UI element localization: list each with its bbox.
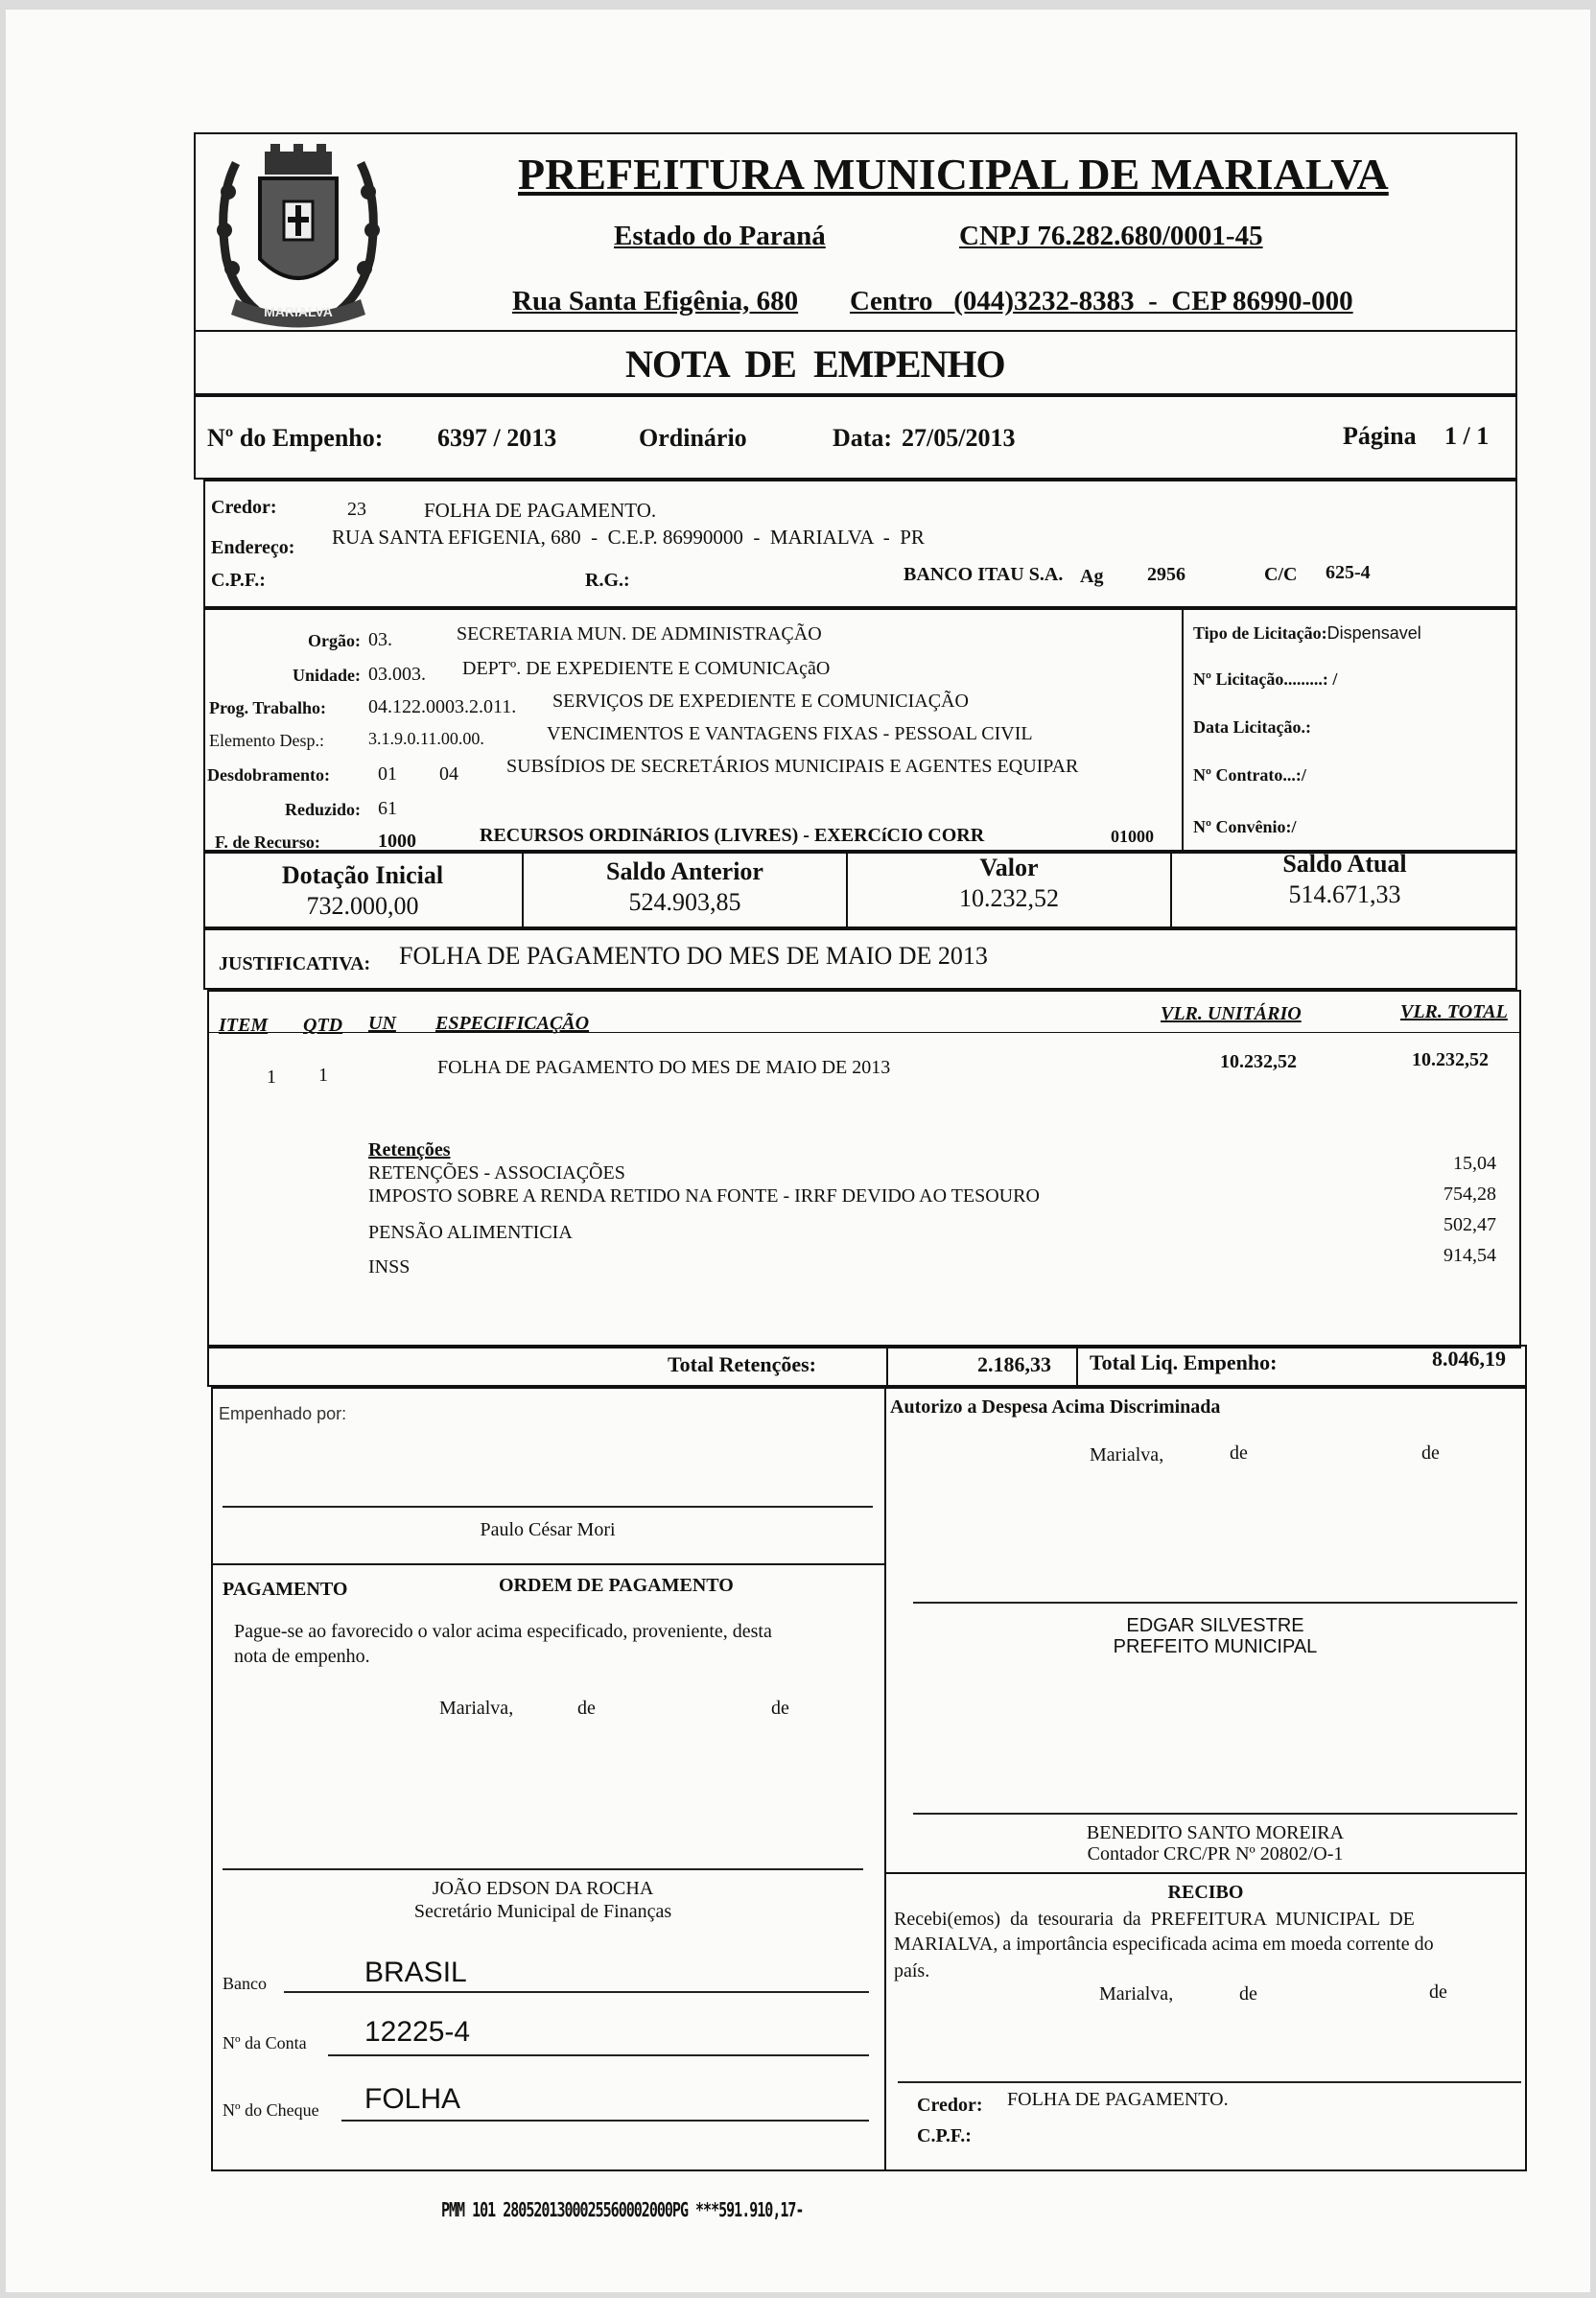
retencao-line: RETENÇÕES - ASSOCIAÇÕES	[368, 1162, 625, 1184]
retencao-value: 502,47	[1443, 1214, 1496, 1235]
prog-name: SERVIÇOS DE EXPEDIENTE E COMUNICIAÇÃO	[552, 691, 969, 712]
banco-field-line	[284, 1991, 869, 1993]
justificativa-text: FOLHA DE PAGAMENTO DO MES DE MAIO DE 2013	[399, 942, 988, 970]
recurso-ref: 01000	[1111, 827, 1154, 846]
state-name: Estado do Paraná	[614, 221, 826, 251]
cheque-field-line	[341, 2120, 869, 2122]
empenho-number: 6397 / 2013	[437, 424, 557, 452]
authentication-code: PMM 101 2805201300025560002000PG ***591.910,17-	[441, 2198, 804, 2222]
rg-label: R.G.:	[585, 570, 630, 591]
pagamento-text: nota de empenho.	[234, 1646, 370, 1667]
unidade-name: DEPTº. DE EXPEDIENTE E COMUNICAçãO	[462, 658, 831, 679]
secretario-title: Secretário Municipal de Finanças	[413, 1901, 672, 1922]
contador-title: Contador CRC/PR Nº 20802/O-1	[1087, 1843, 1344, 1864]
reduzido-label: Reduzido:	[284, 800, 361, 819]
signature-line	[913, 1813, 1517, 1815]
endereco-label: Endereço:	[211, 537, 295, 558]
contrato-number: Nº Contrato...:/	[1193, 765, 1306, 785]
item-qtd: 1	[318, 1065, 328, 1086]
agency: 2956	[1147, 564, 1185, 585]
signature-line	[913, 1602, 1517, 1604]
recibo-title: RECIBO	[1167, 1882, 1244, 1903]
recibo-credor: FOLHA DE PAGAMENTO.	[1007, 2089, 1229, 2110]
de-field: de	[1239, 1983, 1257, 2005]
recibo-signature-line	[898, 2081, 1521, 2083]
reduzido: 61	[378, 798, 397, 819]
de-field: de	[771, 1698, 789, 1719]
desdobramento-b: 04	[439, 763, 458, 785]
cpf-label: C.P.F.:	[211, 570, 266, 591]
orgao-name: SECRETARIA MUN. DE ADMINISTRAÇÃO	[457, 623, 822, 645]
svg-text:MARIALVA: MARIALVA	[264, 304, 333, 319]
item-number: 1	[267, 1067, 276, 1088]
col-un: UN	[368, 1013, 396, 1034]
credor-label: Credor:	[211, 497, 277, 518]
district-phone-cep: Centro (044)3232-8383 - CEP 86990-000	[850, 286, 1353, 317]
document-page	[6, 10, 1590, 2292]
signature-line	[223, 1506, 873, 1508]
de-field: de	[577, 1698, 596, 1719]
saldo-atual-label: Saldo Atual	[1282, 850, 1407, 878]
licitacao-number: Nº Licitação.........: /	[1193, 669, 1338, 689]
cnpj: CNPJ 76.282.680/0001-45	[959, 221, 1263, 251]
agency-label: Ag	[1080, 566, 1104, 587]
city-date-field: Marialva,	[439, 1698, 514, 1719]
orgao-code: 03.	[368, 629, 392, 650]
empenhado-name: Paulo César Mori	[480, 1519, 616, 1540]
account-label: C/C	[1264, 564, 1298, 585]
valor-label: Valor	[979, 854, 1039, 881]
credor-name: FOLHA DE PAGAMENTO.	[424, 499, 657, 522]
col-total-value: VLR. TOTAL	[1400, 1001, 1508, 1022]
de-field: de	[1230, 1442, 1248, 1464]
recurso-name: RECURSOS ORDINáRIOS (LIVRES) - EXERCíCIO CORR	[480, 825, 985, 846]
convenio-number: Nº Convênio:/	[1193, 817, 1297, 836]
coat-of-arms	[207, 144, 389, 336]
recibo-text: Recebi(emos) da tesouraria da PREFEITURA MUNICIPAL DE	[894, 1909, 1415, 1930]
dotacao-value: 732.000,00	[306, 892, 419, 920]
unidade-label: Unidade:	[292, 666, 361, 685]
retencao-line: PENSÃO ALIMENTICIA	[368, 1222, 573, 1243]
empenho-type: Ordinário	[639, 424, 747, 452]
col-unit-value: VLR. UNITÁRIO	[1161, 1003, 1302, 1024]
prog-code: 04.122.0003.2.011.	[368, 696, 517, 717]
pagamento-text: Pague-se ao favorecido o valor acima especificado, proveniente, desta	[234, 1621, 772, 1642]
document-title: NOTA DE EMPENHO	[625, 342, 1005, 386]
signature-line	[223, 1868, 863, 1870]
saldo-anterior-label: Saldo Anterior	[606, 857, 763, 885]
total-liquido-label: Total Liq. Empenho:	[1090, 1350, 1278, 1374]
empenhado-por-label: Empenhado por:	[219, 1404, 347, 1423]
cheque-value: FOLHA	[364, 2083, 461, 2115]
unidade-code: 03.003.	[368, 664, 426, 685]
desdobramento-a: 01	[378, 763, 397, 785]
recibo-text: país.	[894, 1960, 930, 1981]
empenho-date-label: Data:	[833, 424, 893, 452]
retencao-value: 914,54	[1443, 1245, 1496, 1266]
city-date-field: Marialva,	[1099, 1983, 1174, 2005]
recibo-cpf-label: C.P.F.:	[917, 2125, 972, 2146]
justificativa-label: JUSTIFICATIVA:	[219, 953, 371, 974]
recibo-text: MARIALVA, a importância especificada acima em moeda corrente do	[894, 1934, 1434, 1955]
retencoes-title: Retenções	[368, 1139, 451, 1161]
item-total-value: 10.232,52	[1412, 1049, 1489, 1070]
prefeito-title: PREFEITO MUNICIPAL	[1113, 1636, 1318, 1657]
account: 625-4	[1326, 562, 1371, 583]
saldo-anterior-value: 524.903,85	[628, 888, 741, 916]
saldo-atual-value: 514.671,33	[1288, 880, 1401, 908]
item-especificacao: FOLHA DE PAGAMENTO DO MES DE MAIO DE 2013	[437, 1057, 891, 1078]
ordem-pagamento-label: ORDEM DE PAGAMENTO	[499, 1575, 734, 1596]
dotacao-label: Dotação Inicial	[281, 861, 444, 889]
retencao-line: IMPOSTO SOBRE A RENDA RETIDO NA FONTE - IRRF DEVIDO AO TESOURO	[368, 1185, 1040, 1207]
banco-value: BRASIL	[364, 1957, 467, 1988]
conta-value: 12225-4	[364, 2016, 471, 2048]
prog-label: Prog. Trabalho:	[209, 698, 327, 717]
elemento-name: VENCIMENTOS E VANTAGENS FIXAS - PESSOAL CIVIL	[547, 723, 1033, 744]
retencao-value: 15,04	[1453, 1153, 1496, 1174]
empenho-date: 27/05/2013	[902, 424, 1016, 452]
street-address: Rua Santa Efigênia, 680	[512, 286, 799, 317]
endereco: RUA SANTA EFIGENIA, 680 - C.E.P. 86990000 - MARIALVA - PR	[332, 526, 925, 549]
total-retencoes-label: Total Retenções:	[668, 1352, 816, 1376]
de-field: de	[1429, 1981, 1447, 2003]
page-label: Página	[1343, 422, 1417, 450]
licitacao-type-label: Tipo de Licitação:Dispensavel	[1193, 623, 1421, 643]
recurso-code: 1000	[378, 831, 416, 852]
pagamento-label: PAGAMENTO	[223, 1579, 348, 1600]
bank-name: BANCO ITAU S.A.	[904, 564, 1064, 585]
credor-code: 23	[347, 499, 366, 520]
de-field: de	[1421, 1442, 1440, 1464]
valor-value: 10.232,52	[959, 884, 1059, 912]
recurso-label: F. de Recurso:	[215, 832, 320, 852]
conta-label: Nº da Conta	[223, 2033, 307, 2052]
elemento-code: 3.1.9.0.11.00.00.	[368, 729, 484, 748]
municipal-coat-of-arms-icon	[207, 144, 389, 336]
recibo-credor-label: Credor:	[917, 2095, 983, 2116]
desdobramento-label: Desdobramento:	[207, 765, 330, 785]
banco-label: Banco	[223, 1974, 267, 1993]
col-qtd: QTD	[303, 1015, 343, 1036]
retencao-line: INSS	[368, 1256, 411, 1278]
desdobramento-name: SUBSÍDIOS DE SECRETÁRIOS MUNICIPAIS E AGENTES EQUIPAR	[506, 756, 1079, 777]
retencao-value: 754,28	[1443, 1184, 1496, 1205]
municipality-title: PREFEITURA MUNICIPAL DE MARIALVA	[518, 150, 1389, 199]
col-item: ITEM	[219, 1015, 269, 1036]
empenho-number-label: Nº do Empenho:	[207, 424, 384, 452]
orgao-label: Orgão:	[308, 631, 361, 650]
licitacao-date: Data Licitação.:	[1193, 717, 1311, 737]
autorizo-text: Autorizo a Despesa Acima Discriminada	[890, 1396, 1221, 1418]
prefeito-name: EDGAR SILVESTRE	[1126, 1615, 1304, 1636]
page-number: 1 / 1	[1444, 422, 1490, 450]
conta-field-line	[328, 2054, 869, 2056]
cheque-label: Nº do Cheque	[223, 2100, 319, 2120]
city-date-field: Marialva,	[1090, 1444, 1164, 1466]
total-liquido-value: 8.046,19	[1432, 1347, 1506, 1371]
elemento-label: Elemento Desp.:	[209, 731, 324, 750]
item-unit-value: 10.232,52	[1220, 1051, 1297, 1072]
total-retencoes-value: 2.186,33	[977, 1352, 1051, 1376]
contador-name: BENEDITO SANTO MOREIRA	[1086, 1822, 1345, 1843]
secretario-name: JOÃO EDSON DA ROCHA	[432, 1878, 654, 1899]
col-especificacao: ESPECIFICAÇÃO	[435, 1013, 590, 1034]
